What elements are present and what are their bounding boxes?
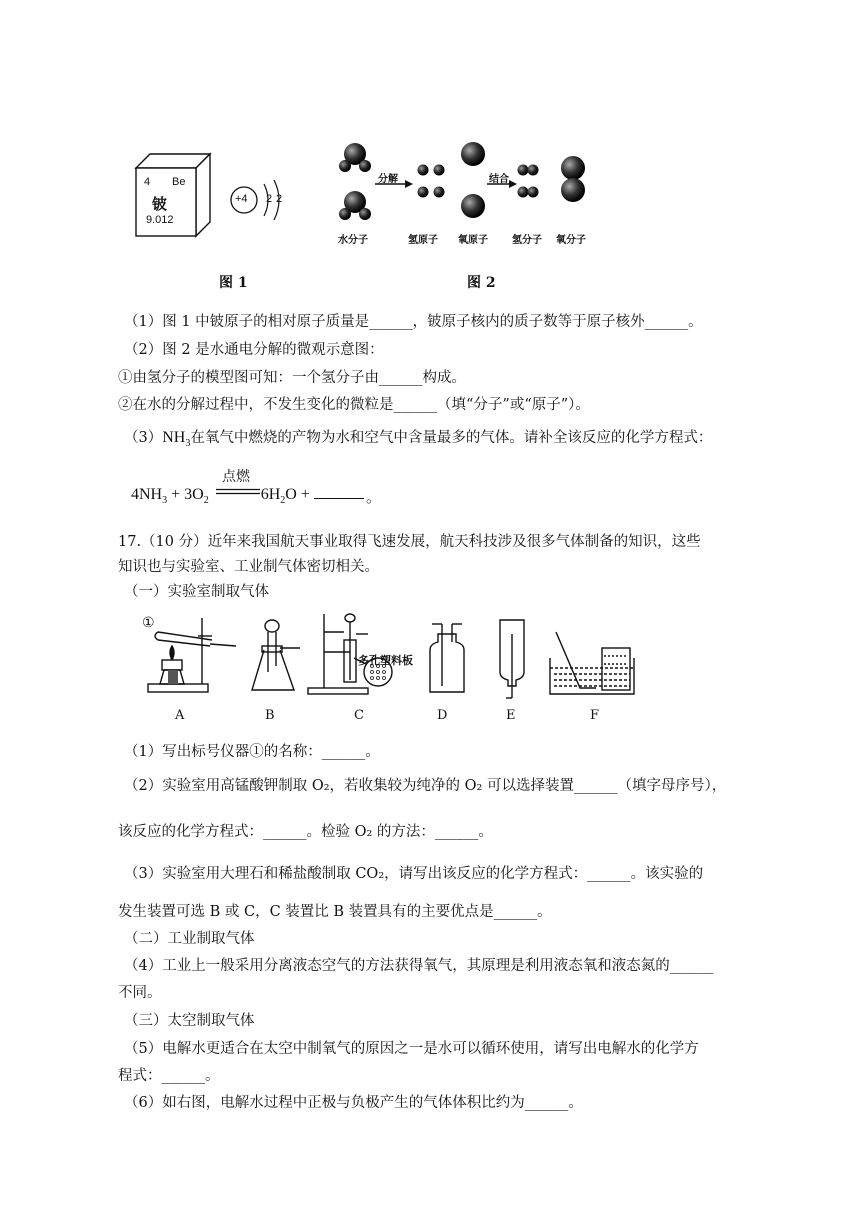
apparatus-label-c: C — [354, 708, 364, 723]
apparatus-a-icon — [148, 618, 236, 692]
q16-part3 — [124, 428, 712, 454]
q17-part2-line1: （2）实验室用高锰酸钾制取 O₂，若收集较为纯净的 O₂ 可以选择装置______（填字母序号）， — [124, 778, 727, 794]
q17-part3-line1: （3）实验室用大理石和稀盐酸制取 CO₂，请写出该反应的化学方程式：______。该实验的 — [124, 866, 704, 882]
q16-part2-sub2: ②在水的分解过程中，不发生变化的微粒是______（填“分子”或“原子”）。 — [118, 397, 590, 413]
shell-2-electrons: 2 — [276, 193, 283, 205]
water-molecule-icon — [339, 143, 371, 172]
element-number: 4 — [144, 176, 151, 188]
q16-part3-text: 在氧气中燃烧的产物为水和空气中含量最多的气体。请补全该反应的化学方程式： — [190, 430, 713, 446]
q17-section2-heading: （二）工业制取气体 — [124, 931, 255, 947]
q17-part6: （6）如右图，电解水过程中正极与负极产生的气体体积比约为______。 — [124, 1095, 583, 1111]
q17-section1-heading: （一）实验室制取气体 — [124, 584, 269, 600]
q17-part4-line2: 不同。 — [118, 985, 162, 1001]
equation-nh3-combustion: $4NH_3 + 3O_2$ $6H_2O$ + — [131, 484, 364, 506]
figure-1-caption: 图 1 — [219, 275, 248, 291]
label-oxygen-atom: 氧原子 — [458, 235, 488, 246]
q17-part3-line2: 发生装置可选 B 或 C，C 装置比 B 装置具有的主要优点是______。 — [118, 904, 552, 920]
apparatus-label-e: E — [506, 708, 516, 723]
apparatus-b-icon — [252, 620, 300, 690]
label-hydrogen-atom: 氢原子 — [408, 235, 438, 246]
element-name: 铍 — [152, 195, 168, 213]
q16-part2: （2）图 2 是水通电分解的微观示意图： — [124, 342, 384, 358]
label-oxygen-molecule: 氧分子 — [556, 235, 586, 246]
double-line-sign — [216, 488, 260, 496]
formula-nh3: $NH_3$ — [162, 429, 191, 450]
shell-1-electrons: 2 — [266, 193, 273, 205]
apparatus-marker-1: ① — [142, 615, 155, 631]
arrow-label-combine: 结合 — [489, 174, 509, 185]
apparatus-label-a: A — [175, 708, 185, 723]
q16-part3-prefix: （3） — [124, 430, 163, 446]
equation-period: 。 — [366, 488, 382, 506]
arrow-label-decompose: 分解 — [378, 174, 398, 185]
q16-part1: （1）图 1 中铍原子的相对原子质量是______，铍原子核内的质子数等于原子核外______。 — [124, 314, 703, 330]
q17-part1: （1）写出标号仪器①的名称：______。 — [124, 744, 380, 760]
apparatus-note: 多孔塑料板 — [358, 654, 413, 667]
apparatus-label-b: B — [265, 708, 275, 723]
q17-part5-line1: （5）电解水更适合在太空中制氧气的原因之一是水可以循环使用，请写出电解水的化学方 — [124, 1041, 699, 1057]
apparatus-label-f: F — [590, 708, 600, 723]
figure-2-water-electrolysis — [335, 138, 605, 228]
water-molecule-icon — [339, 191, 371, 220]
element-symbol: Be — [172, 176, 186, 188]
atomic-mass: 9.012 — [146, 214, 174, 226]
q17-part2-line2: 该反应的化学方程式：______。检验 O₂ 的方法：______。 — [118, 824, 493, 840]
equation-condition: 点燃 — [222, 469, 250, 485]
q17-intro-line1: 17.（10 分）近年来我国航天事业取得飞速发展，航天科技涉及很多气体制备的知识，这些 — [118, 534, 701, 550]
q17-part4-line1: （4）工业上一般采用分离液态空气的方法获得氧气，其原理是利用液态氧和液态氮的______ — [124, 958, 714, 974]
q17-part5-line2: 程式：______。 — [118, 1068, 220, 1084]
apparatus-label-d: D — [437, 708, 448, 723]
label-water-molecule: 水分子 — [338, 235, 368, 246]
q17-section3-heading: （三）太空制取气体 — [124, 1013, 255, 1029]
apparatus-f-icon — [550, 632, 634, 694]
q16-part2-sub1: ①由氢分子的模型图可知：一个氢分子由______构成。 — [118, 370, 466, 386]
figure-2-caption: 图 2 — [467, 275, 496, 291]
nucleus-charge: +4 — [235, 193, 248, 205]
q17-intro-line2: 知识也与实验室、工业制气体密切相关。 — [118, 559, 379, 575]
label-hydrogen-molecule: 氢分子 — [512, 235, 542, 246]
apparatus-e-icon — [500, 620, 524, 698]
apparatus-d-icon — [430, 624, 464, 692]
